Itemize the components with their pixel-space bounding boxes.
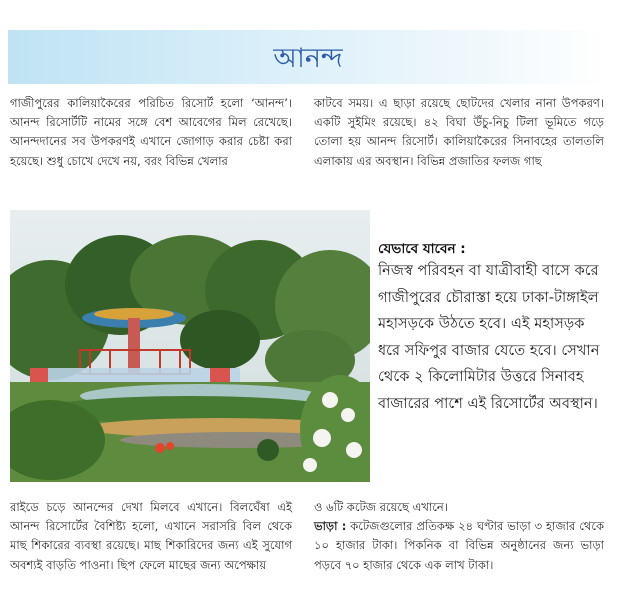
- intro-column-left: গাজীপুরের কালিয়াকৈরের পরিচিত রিসোর্ট হলো ‘আনন্দ’। আনন্দ রিসোর্টটি নামের সঙ্গে বেশ আবেগের মিল রেখেছে। আনন্দদানের সব উপকরণই এখানে জোগাড় করার চেষ্টা করা হয়েছে। শুধু চোখে দেখে নয়, বরং বিভিন্ন খেলার: [10, 96, 292, 168]
- directions-heading: যেভাবে যাবেন :: [378, 241, 466, 257]
- directions-text: নিজস্ব পরিবহন বা যাত্রীবাহী বাসে করে গাজীপুরের চৌরাস্তা হয়ে ঢাকা-টাঙ্গাইল মহাসড়কে উঠতে হবে। এই মহাসড়ক ধরে সফিপুর বাজার যেতে হবে। সেখান থেকে ২ কিলোমিটার উত্তরে সিনাবহ বাজারের পাশে এই রিসোর্টের অবস্থান।: [378, 262, 600, 412]
- fare-text: কটেজগুলোর প্রতিকক্ষ ২৪ ঘণ্টার ভাড়া ৩ হাজার থেকে ১০ হাজার টাকা। পিকনিক বা বিভিন্ন অনুষ্ঠানের জন্য ভাড়া পড়বে ৭০ হাজার থেকে এক লাখ টাকা।: [314, 519, 604, 572]
- article-title: আনন্দ: [273, 43, 343, 74]
- bottom-column-left: রাইডে চড়ে আনন্দের দেখা মিলবে এখানে। বিলঘেঁষা এই আনন্দ রিসোর্টের বৈশিষ্ট্য হলো, এখানে সরাসরি বিল থেকে মাছ শিকারের ব্যবস্থা রয়েছে। মাছ শিকারিদের জন্য এই সুযোগ অবশ্যই বাড়তি পাওনা। ছিপ ফেলে মাছের জন্য অপেক্ষায়: [10, 500, 292, 572]
- cottage-count-text: ও ৬টি কটেজ রয়েছে এখানে।: [314, 500, 448, 514]
- fare-label: ভাড়া :: [314, 519, 347, 534]
- bottom-column-right: [314, 498, 604, 575]
- intro-column-right: কাটবে সময়। এ ছাড়া রয়েছে ছোটদের খেলার নানা উপকরণ। একটি সুইমিং রয়েছে। ৪২ বিঘা উঁচু-নিচু টিলা ভূমিতে গড়ে তোলা হয় আনন্দ রিসোর্ট। কালিয়াকৈরের সিনাবহের তালতলি এলাকায় এর অবস্থান। বিভিন্ন প্রজাতির ফলজ গাছ: [314, 96, 604, 168]
- title-banner: [8, 30, 608, 84]
- resort-photo: [10, 210, 370, 482]
